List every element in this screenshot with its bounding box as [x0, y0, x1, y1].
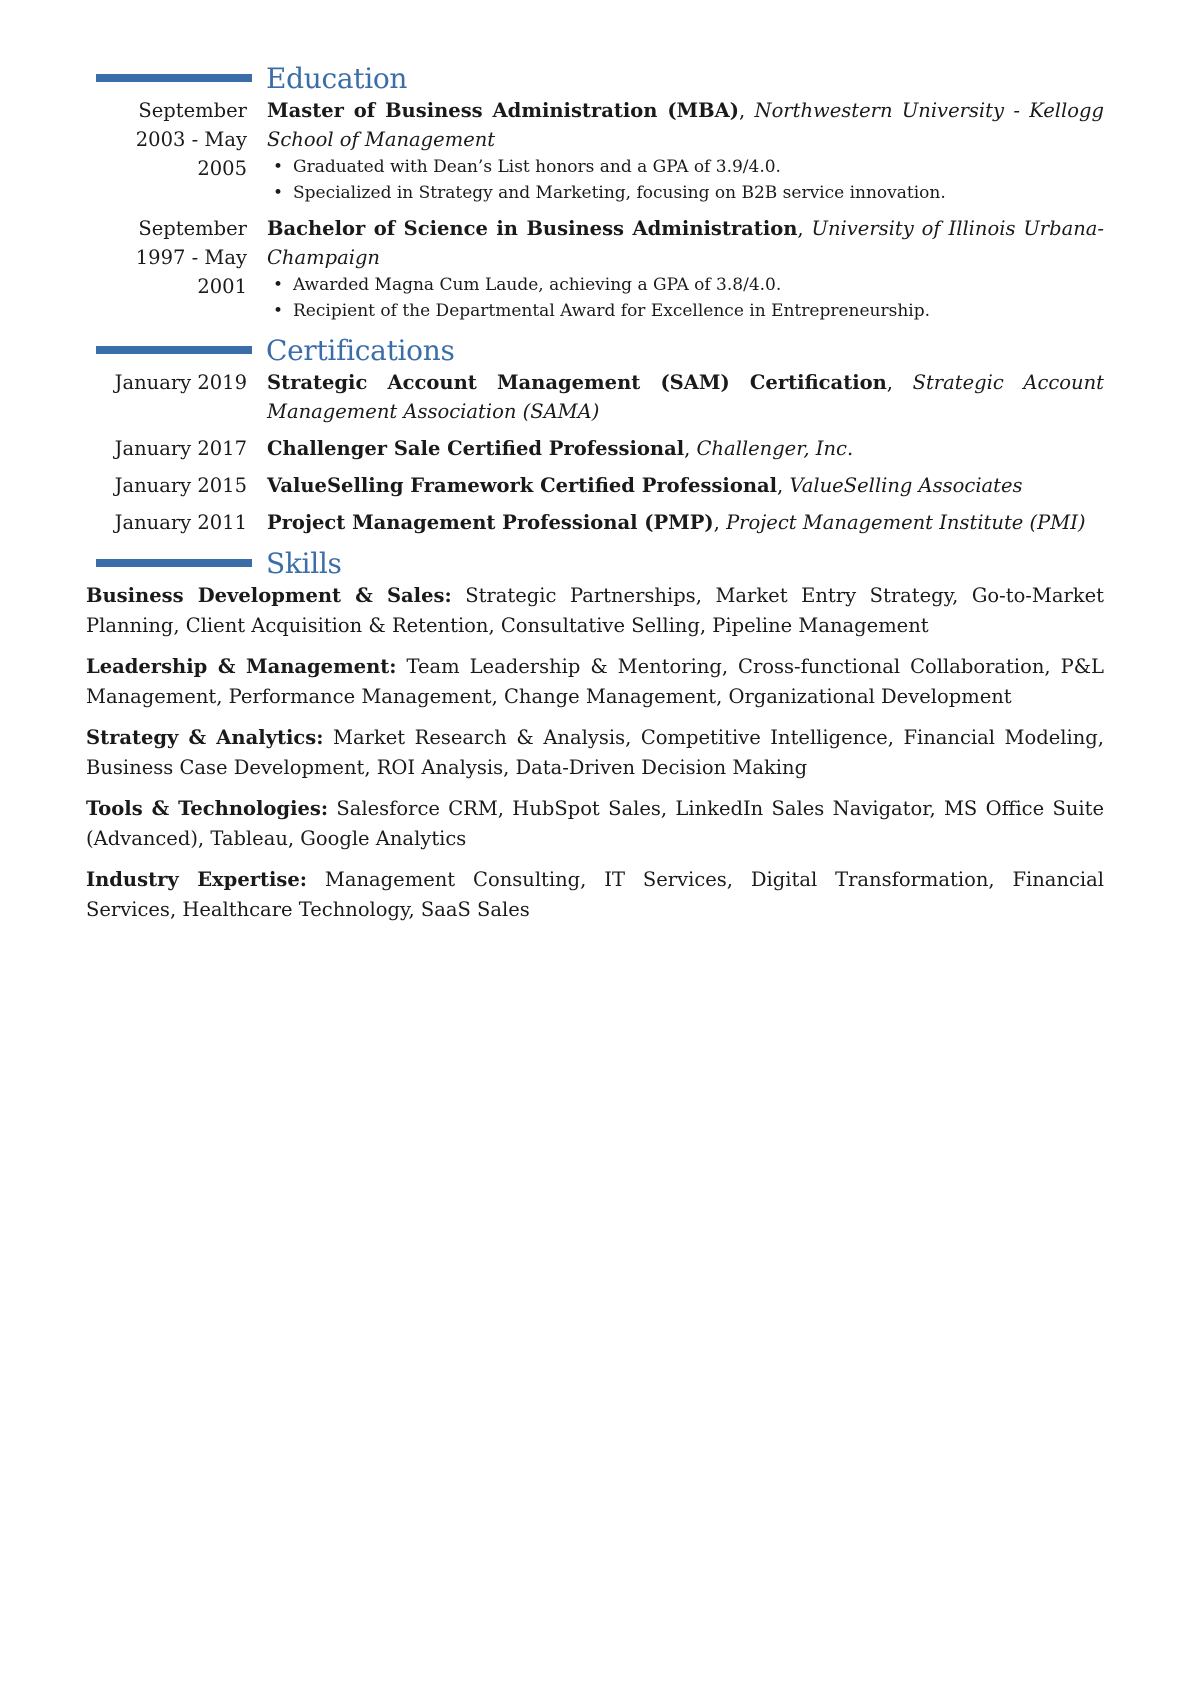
- skill-list: Strategic Partnerships, Market Entry Strategy, Go-to-Market Planning, Client Acquisition & Retention, Consultative Selling, Pipeline Management: [86, 584, 1104, 637]
- certification-entry: [86, 508, 1104, 537]
- certifications-section: [86, 332, 1104, 537]
- section-title: Skills: [266, 546, 342, 580]
- section-divider-bar: [96, 74, 252, 82]
- bullet-item: • Recipient of the Departmental Award for Excellence in Entrepreneurship.: [267, 298, 1104, 324]
- certification-title: ValueSelling Framework Certified Professional: [267, 474, 778, 497]
- entry-date: January 2011: [114, 511, 247, 534]
- skill-row: [86, 652, 1104, 712]
- certification-entry: [86, 368, 1104, 426]
- certification-title: Challenger Sale Certified Professional: [267, 437, 685, 460]
- entry-body: ValueSelling Framework Certified Professional, ValueSelling Associates: [267, 474, 1023, 497]
- issuer-name: ValueSelling Associates: [789, 474, 1023, 497]
- skill-category-label: Strategy & Analytics:: [86, 726, 324, 749]
- skill-category-label: Leadership & Management:: [86, 655, 397, 678]
- education-entry: [86, 214, 1104, 324]
- bullet-item: • Graduated with Dean’s List honors and a GPA of 3.9/4.0.: [267, 154, 1104, 180]
- resume-page: [86, 60, 1104, 936]
- institution-name: Northwestern University - Kellogg School of Management: [267, 99, 1104, 151]
- certification-title: Strategic Account Management (SAM) Certification: [267, 371, 887, 394]
- institution-name: University of Illinois Urbana-Champaign: [267, 217, 1104, 269]
- skill-list: Market Research & Analysis, Competitive Intelligence, Financial Modeling, Business Case Development, ROI Analysis, Data-Driven Decision Making: [86, 726, 1104, 779]
- entry-date: September 2003 - May 2005: [135, 99, 247, 180]
- skill-row: [86, 794, 1104, 854]
- bullet-list: [267, 272, 1104, 324]
- section-header: [86, 332, 1104, 368]
- bullet-item: • Specialized in Strategy and Marketing, focusing on B2B service innovation.: [267, 180, 1104, 206]
- certification-entry: [86, 434, 1104, 463]
- skill-row: [86, 581, 1104, 641]
- section-divider-bar: [96, 346, 252, 354]
- entry-body: Project Management Professional (PMP), Project Management Institute (PMI): [267, 511, 1086, 534]
- skill-row: [86, 865, 1104, 925]
- skill-list: Salesforce CRM, HubSpot Sales, LinkedIn Sales Navigator, MS Office Suite (Advanced), Tableau, Google Analytics: [86, 797, 1104, 850]
- section-title: Education: [266, 61, 408, 95]
- education-section: [86, 60, 1104, 324]
- entry-body: Master of Business Administration (MBA), Northwestern University - Kellogg School of Management • Graduated with Dean’s List honors and a GPA of 3.9/4.0. • Specialized in Strategy and Marketing, focusing on B2B service innovation.: [267, 96, 1104, 206]
- certification-title: Project Management Professional (PMP): [267, 511, 714, 534]
- section-title: Certifications: [266, 333, 455, 367]
- issuer-name: Strategic Account Management Association (SAMA): [267, 371, 1104, 423]
- issuer-name: Project Management Institute (PMI): [726, 511, 1086, 534]
- degree-title: Bachelor of Science in Business Administration: [267, 217, 798, 240]
- section-header: [86, 60, 1104, 96]
- entry-body: Strategic Account Management (SAM) Certification, Strategic Account Management Association (SAMA): [267, 371, 1104, 423]
- skill-category-label: Tools & Technologies:: [86, 797, 329, 820]
- skills-section: [86, 545, 1104, 925]
- bullet-list: [267, 154, 1104, 206]
- certification-entry: [86, 471, 1104, 500]
- bullet-item: • Awarded Magna Cum Laude, achieving a GPA of 3.8/4.0.: [267, 272, 1104, 298]
- entry-date: January 2015: [114, 474, 247, 497]
- skill-list: Team Leadership & Mentoring, Cross-functional Collaboration, P&L Management, Performance Management, Change Management, Organizational Development: [86, 655, 1105, 708]
- skill-row: [86, 723, 1104, 783]
- entry-body: Challenger Sale Certified Professional, Challenger, Inc.: [267, 437, 854, 460]
- issuer-name: Challenger, Inc.: [696, 437, 854, 460]
- section-divider-bar: [96, 559, 252, 567]
- skill-category-label: Industry Expertise:: [86, 868, 307, 891]
- entry-date: January 2017: [114, 437, 247, 460]
- education-entry: [86, 96, 1104, 206]
- section-header: [86, 545, 1104, 581]
- entry-body: Bachelor of Science in Business Administration, University of Illinois Urbana-Champaign • Awarded Magna Cum Laude, achieving a GPA of 3.8/4.0. • Recipient of the Departmental Award for Excellence in Entrepreneurship.: [267, 214, 1104, 324]
- entry-date: September 1997 - May 2001: [135, 217, 247, 298]
- skill-list: Management Consulting, IT Services, Digital Transformation, Financial Services, Healthcare Technology, SaaS Sales: [86, 868, 1105, 921]
- degree-title: Master of Business Administration (MBA): [267, 99, 739, 122]
- entry-date: January 2019: [114, 371, 247, 394]
- skill-category-label: Business Development & Sales:: [86, 584, 452, 607]
